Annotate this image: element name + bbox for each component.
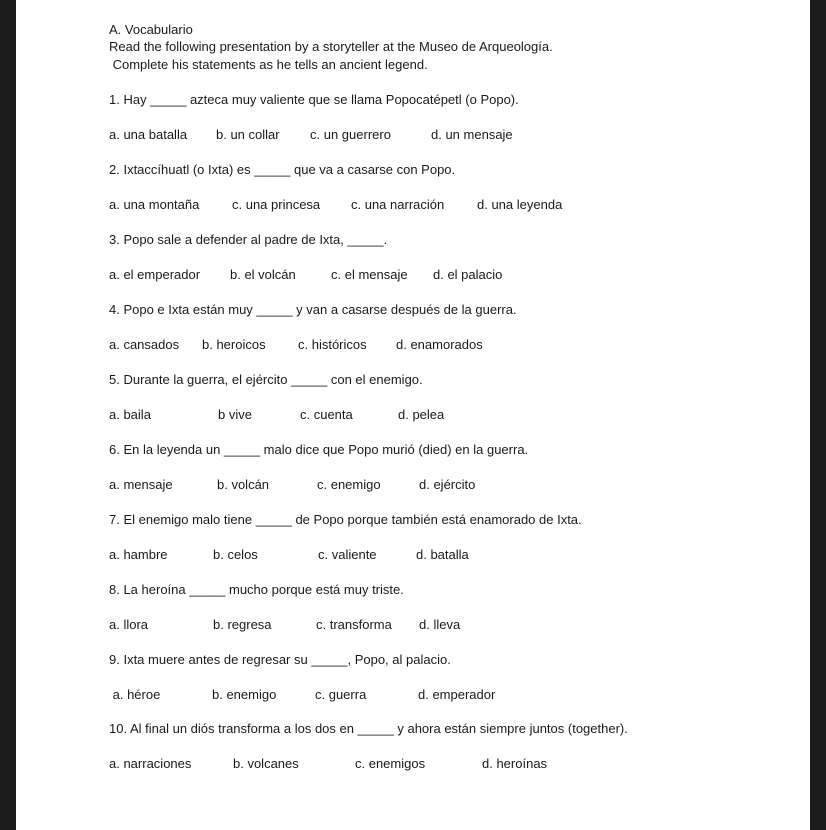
option-5a: a. baila <box>109 407 151 422</box>
option-1c: c. un guerrero <box>310 127 391 142</box>
option-6b: b. volcán <box>217 477 270 492</box>
question-9: 9. Ixta muere antes de regresar su _____, Popo, al palacio. <box>109 652 451 667</box>
option-7b: b. celos <box>213 547 258 562</box>
worksheet-page <box>16 0 810 830</box>
option-2c: c. una narración <box>351 197 445 212</box>
option-5d: d. pelea <box>398 407 445 422</box>
option-4a: a. cansados <box>109 337 180 352</box>
question-1: 1. Hay _____ azteca muy valiente que se llama Popocatépetl (o Popo). <box>109 92 519 107</box>
options-8 <box>109 617 789 633</box>
question-7: 7. El enemigo malo tiene _____ de Popo porque también está enamorado de Ixta. <box>109 512 582 527</box>
options-6 <box>109 477 789 493</box>
option-7c: c. valiente <box>318 547 377 562</box>
option-4d: d. enamorados <box>396 337 483 352</box>
option-4c: c. históricos <box>298 337 367 352</box>
question-10: 10. Al final un diós transforma a los dos en _____ y ahora están siempre juntos (together). <box>109 721 628 736</box>
option-10b: b. volcanes <box>233 756 299 771</box>
option-5c: c. cuenta <box>300 407 353 422</box>
question-8: 8. La heroína _____ mucho porque está muy triste. <box>109 582 404 597</box>
option-9a: a. héroe <box>109 687 161 702</box>
option-10a: a. narraciones <box>109 756 192 771</box>
instruction-line-1: Read the following presentation by a storyteller at the Museo de Arqueología. <box>109 39 553 54</box>
options-1 <box>109 127 789 143</box>
option-6c: c. enemigo <box>317 477 381 492</box>
option-10d: d. heroínas <box>482 756 548 771</box>
option-8d: d. lleva <box>419 617 461 632</box>
option-3a: a. el emperador <box>109 267 201 282</box>
instruction-line-2: Complete his statements as he tells an ancient legend. <box>109 57 428 72</box>
question-3: 3. Popo sale a defender al padre de Ixta, _____. <box>109 232 388 247</box>
options-10 <box>109 756 789 772</box>
options-2 <box>109 197 789 213</box>
option-2d: d. una leyenda <box>477 197 563 212</box>
option-1d: d. un mensaje <box>431 127 513 142</box>
options-7 <box>109 547 789 563</box>
option-6d: d. ejército <box>419 477 476 492</box>
option-8a: a. llora <box>109 617 149 632</box>
option-10c: c. enemigos <box>355 756 426 771</box>
question-4: 4. Popo e Ixta están muy _____ y van a casarse después de la guerra. <box>109 302 517 317</box>
option-7a: a. hambre <box>109 547 168 562</box>
option-9c: c. guerra <box>315 687 367 702</box>
question-5: 5. Durante la guerra, el ejército _____ con el enemigo. <box>109 372 423 387</box>
option-4b: b. heroicos <box>202 337 266 352</box>
option-5b: b vive <box>218 407 252 422</box>
option-7d: d. batalla <box>416 547 469 562</box>
options-9 <box>109 687 789 703</box>
options-3 <box>109 267 789 283</box>
option-3b: b. el volcán <box>230 267 296 282</box>
question-6: 6. En la leyenda un _____ malo dice que Popo murió (died) en la guerra. <box>109 442 529 457</box>
option-1b: b. un collar <box>216 127 280 142</box>
section-title: A. Vocabulario <box>109 22 193 37</box>
question-2: 2. Ixtaccíhuatl (o Ixta) es _____ que va a casarse con Popo. <box>109 162 456 177</box>
option-8c: c. transforma <box>316 617 392 632</box>
option-3d: d. el palacio <box>433 267 503 282</box>
option-8b: b. regresa <box>213 617 272 632</box>
option-9d: d. emperador <box>418 687 496 702</box>
option-2a: a. una montaña <box>109 197 200 212</box>
option-2b: c. una princesa <box>232 197 321 212</box>
options-4 <box>109 337 789 353</box>
option-6a: a. mensaje <box>109 477 173 492</box>
options-5 <box>109 407 789 423</box>
option-1a: a. una batalla <box>109 127 188 142</box>
option-3c: c. el mensaje <box>331 267 408 282</box>
option-9b: b. enemigo <box>212 687 277 702</box>
